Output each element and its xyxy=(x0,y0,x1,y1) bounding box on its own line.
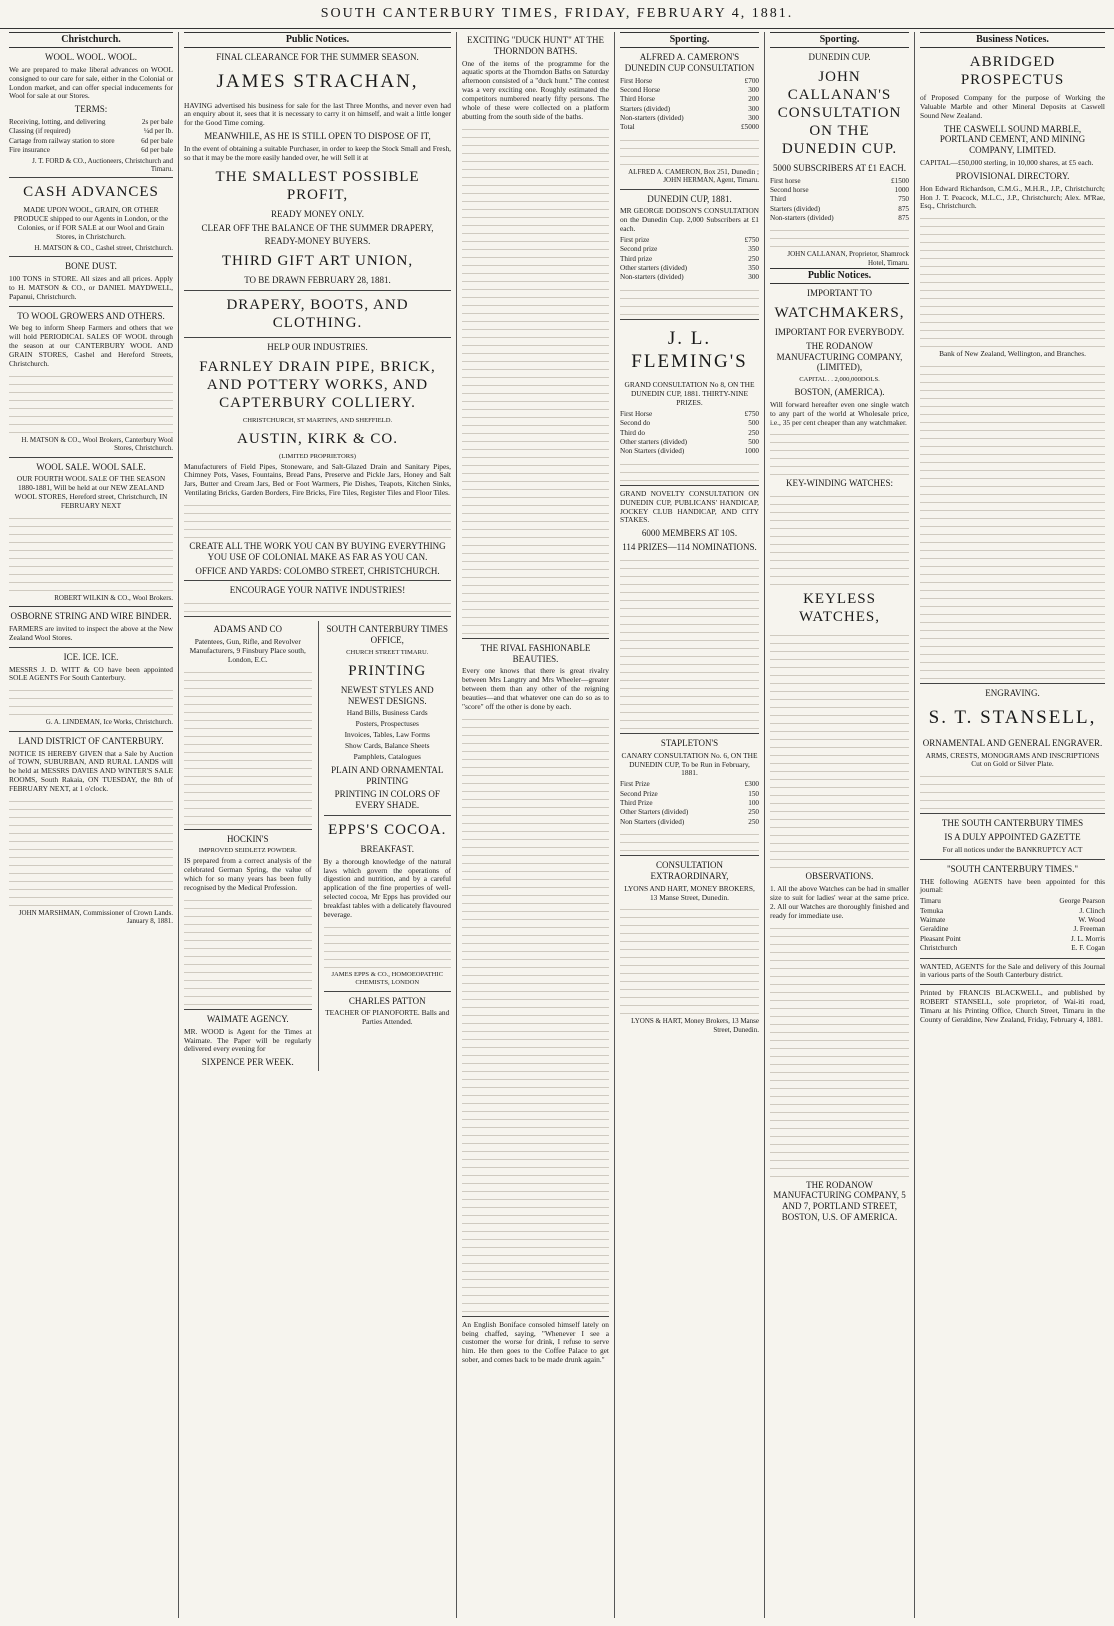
ad-text: For all notices under the BANKRUPTCY ACT xyxy=(942,844,1083,854)
prize-row: Non-starters (divided) 300 xyxy=(620,114,759,123)
ad-heading: ADAMS AND CO xyxy=(213,624,282,635)
ad-text: Hon Edward Richardson, C.M.G., M.H.R., J.P., Christchurch; Hon J. T. Peacock, M.L.C., J.P., Christchurch; Alex. M'Rae, Esq., Christchurch. xyxy=(920,183,1105,211)
prize-row: Non Starters (divided) 250 xyxy=(620,817,759,826)
prize-row: Starters (divided) 875 xyxy=(770,204,909,213)
ad-heading: IS A DULY APPOINTED GAZETTE xyxy=(944,832,1081,843)
ad-heading: SIXPENCE PER WEEK. xyxy=(201,1057,294,1068)
ad-text: We are prepared to make liberal advances on WOOL consigned to our care for sale, either in the Colonial or London market, and can offer special inducements for Wool for sale at our Stores. xyxy=(9,64,173,101)
ad-heading: 5000 SUBSCRIBERS AT £1 EACH. xyxy=(772,162,907,173)
ad-text: Will forward hereafter even one single watch to any part of the world at Wholesale price, i.e., 35 per cent cheaper than any watchmaker. xyxy=(770,399,909,427)
ad-signature: JAMES EPPS & CO., HOMOEOPATHIC CHEMISTS, LONDON xyxy=(331,970,443,986)
prize-row: Second do 500 xyxy=(620,419,759,428)
ad-text: MADE UPON WOOL, GRAIN, OR OTHER PRODUCE shipped to our Agents in London, or the Colonies, or if FOR SALE at our Wool and Grain Stores, in Christchurch. xyxy=(13,205,169,241)
ad-heading: OBSERVATIONS. xyxy=(805,871,874,882)
section-heading: Sporting. xyxy=(620,32,759,48)
prize-row: Other starters (divided) 350 xyxy=(620,264,759,273)
ad-heading: THE SOUTH CANTERBURY TIMES xyxy=(941,818,1084,829)
ad-heading: CONSULTATION EXTRAORDINARY, xyxy=(650,860,729,881)
ad-heading: CASH ADVANCES xyxy=(23,184,159,201)
ad-heading: 6000 MEMBERS AT 10S. xyxy=(641,528,738,539)
ad-signature: JOHN MARSHMAN, Commissioner of Crown Lands. January 8, 1881. xyxy=(18,908,173,926)
ad-title: THE SMALLEST POSSIBLE PROFIT, xyxy=(215,168,420,203)
ad-heading: BOSTON, (AMERICA). xyxy=(794,387,885,398)
section-heading: Public Notices. xyxy=(770,268,909,284)
article-text: An English Boniface consoled himself lately on being chaffed, saying, "Whenever I see a customer the worse for drink, I refuse to serve him. He then goes to the Coffee Palace to get sober, and comes back to be made drunk again." xyxy=(462,1319,609,1365)
column-watchmakers xyxy=(764,32,914,1618)
ad-subtitle: IMPROVED SEIDLETZ POWDER. xyxy=(198,847,297,855)
ad-heading: HOCKIN'S xyxy=(226,833,269,844)
ad-title: EPPS'S COCOA. xyxy=(328,821,447,838)
ad-text: CANARY CONSULTATION No. 6, ON THE DUNEDIN CUP, To be Run in February, 1881. xyxy=(621,750,758,778)
prize-row: Third prize 250 xyxy=(620,254,759,263)
prize-row: Other Starters (divided) 250 xyxy=(620,808,759,817)
prize-row: Total £5000 xyxy=(620,123,759,132)
ad-text: NOTICE IS HEREBY GIVEN that a Sale by Auction of TOWN, SUBURBAN, AND RURAL LANDS will be held at MESSRS DAVIES AND WINTER'S SALE ROOMS, South Rakaia, ON TUESDAY, the 8th of FEBRUARY NEXT, at 1 o'clock. xyxy=(9,748,173,794)
ad-title: DRAPERY, BOOTS, AND CLOTHING. xyxy=(226,296,409,331)
agent-row: Waimate W. Wood xyxy=(920,916,1105,925)
ad-heading: DUNEDIN CUP, 1881. xyxy=(647,193,732,204)
article-text: One of the items of the programme for the aquatic sports at the Thorndon Baths on Saturday afternoon consisted of a "duck hunt." The contest was a very exciting one. Roughly estimated the competitors numbered nearly fifty persons. The whole of these were collected on a platform abutting from the south side of the baths. xyxy=(462,58,609,121)
ad-heading: IMPORTANT FOR EVERYBODY. xyxy=(774,326,905,337)
ad-subtitle: CAPITAL . . 2,000,000DOLS. xyxy=(799,376,880,384)
prize-row: Second Prize 150 xyxy=(620,789,759,798)
column-christchurch xyxy=(4,32,178,1618)
ad-title: THIRD GIFT ART UNION, xyxy=(221,253,414,270)
ad-heading: ORNAMENTAL AND GENERAL ENGRAVER. xyxy=(922,737,1103,748)
ad-signature: THE RODANOW MANUFACTURING COMPANY, 5 AND 7, PORTLAND STREET, BOSTON, U.S. OF AMERICA. xyxy=(773,1179,906,1222)
ad-heading: HELP OUR INDUSTRIES. xyxy=(267,341,368,352)
ad-text: By a thorough knowledge of the natural laws which govern the operations of digestion and nutrition, and by a careful application of the fine properties of well-selected cocoa, Mr Epps has provided our breakfast tables with a delicately flavoured beverage. xyxy=(323,856,451,919)
prize-row: First horse £1500 xyxy=(770,176,909,185)
ad-text: MR. WOOD is Agent for the Times at Waimate. The Paper will be regularly delivered every evening for xyxy=(184,1026,312,1054)
agent-row: Temuka J. Clinch xyxy=(920,906,1105,915)
ad-heading: READY MONEY ONLY. xyxy=(270,208,364,219)
ad-title: WATCHMAKERS, xyxy=(774,304,905,321)
ad-heading: IMPORTANT TO xyxy=(807,288,872,299)
ad-title: ABRIDGED PROSPECTUS xyxy=(960,54,1065,88)
ad-text: Bank of New Zealand, Wellington, and Branches. xyxy=(939,349,1086,359)
ad-title: JOHN CALLANAN'S CONSULTATION ON THE DUNEDIN CUP. xyxy=(777,68,902,157)
ad-heading: 114 PRIZES—114 NOMINATIONS. xyxy=(622,542,757,553)
column-business-notices xyxy=(914,32,1110,1618)
ad-right xyxy=(318,621,452,1071)
ad-signature: J. T. FORD & CO., Auctioneers, Christchurch and Timaru. xyxy=(32,156,173,173)
prize-row: Second prize 350 xyxy=(620,245,759,254)
list-item: Posters, Prospectuses xyxy=(355,719,419,729)
ad-heading: NEWEST STYLES AND NEWEST DESIGNS. xyxy=(340,684,434,706)
terms-heading: TERMS: xyxy=(74,104,108,115)
ad-heading: READY-MONEY BUYERS. xyxy=(264,236,371,247)
ad-signature: LYONS & HART, Money Brokers, 13 Manse Street, Dunedin. xyxy=(631,1017,759,1034)
ad-signature: H. MATSON & CO., Wool Brokers, Canterbury Wool Stores, Christchurch. xyxy=(21,435,173,453)
prize-row: Non Starters (divided) 1000 xyxy=(620,447,759,456)
ad-text: THE following AGENTS have been appointed for this journal: xyxy=(920,876,1105,895)
rate-row: Cartage from railway station to store 6d per bale xyxy=(9,136,173,145)
ad-heading: "SOUTH CANTERBURY TIMES." xyxy=(946,863,1079,874)
ad-signature: G. A. LINDEMAN, Ice Works, Christchurch. xyxy=(45,718,173,727)
ad-heading: WOOL SALE. WOOL SALE. xyxy=(36,461,146,472)
ad-text: Manufacturers of Field Pipes, Stoneware, and Salt-Glazed Drain and Sanitary Pipes, Chimney Pots, Vases, Fountains, Bread Pans, Preserve and Pickle Jars, Honey and Salt Jars, Butter and Cream Jars, Bed or Foot Warmers, Pie Dishes, Teapots, Kitchen Sinks, Ventilating Bricks, Garden Borders, Fire Bricks, Fire Tiles, Register Tiles and Floor Tiles. xyxy=(184,461,451,498)
ad-signature: ALFRED A. CAMERON, Box 251, Dunedin ; JOHN HERMAN, Agent, Timaru. xyxy=(628,167,759,185)
column-public-notices xyxy=(178,32,456,1618)
ad-heading: ENCOURAGE YOUR NATIVE INDUSTRIES! xyxy=(229,585,406,596)
prize-row: First prize £750 xyxy=(620,235,759,244)
ad-text: OUR FOURTH WOOL SALE OF THE SEASON 1880-1881, Will be held at our NEW ZEALAND WOOL STORES, Hereford street, Christchurch, IN FEBRUARY NEXT xyxy=(14,474,168,510)
masthead: SOUTH CANTERBURY TIMES, FRIDAY, FEBRUARY 4, 1881. xyxy=(0,0,1114,29)
ad-text: GRAND CONSULTATION No 8, ON THE DUNEDIN CUP, 1881. THIRTY-NINE PRIZES. xyxy=(624,380,755,408)
rate-row: Fire insurance 6d per bale xyxy=(9,146,173,155)
column-articles xyxy=(456,32,614,1618)
prize-row: Non-starters (divided) 300 xyxy=(620,273,759,282)
ad-title: PRINTING xyxy=(348,662,427,679)
article-heading: THE RIVAL FASHIONABLE BEAUTIES. xyxy=(480,642,591,664)
ad-text: TEACHER OF PIANOFORTE. Balls and Parties Attended. xyxy=(325,1008,450,1027)
ad-heading: BREAKFAST. xyxy=(360,843,414,854)
ad-heading: CLEAR OFF THE BALANCE OF THE SUMMER DRAPERY, xyxy=(201,222,434,233)
ad-text: Patentees, Gun, Rifle, and Revolver Manufacturers, 9 Finsbury Place south, London, E.C. xyxy=(189,637,306,664)
prize-row: Third Horse 200 xyxy=(620,95,759,104)
ad-heading: PLAIN AND ORNAMENTAL PRINTING xyxy=(331,764,444,786)
ad-text: WANTED, AGENTS for the Sale and delivery of this Journal in various parts of the South Canterbury district. xyxy=(920,961,1105,980)
ad-text: IS prepared from a correct analysis of the celebrated German Spring, the value of which for so many years has been fully recognised by the Medical Profession. xyxy=(184,856,312,892)
list-item: Show Cards, Balance Sheets xyxy=(344,740,430,750)
list-item: Invoices, Tables, Law Forms xyxy=(344,730,430,740)
ad-row xyxy=(184,621,451,1071)
section-heading: Sporting. xyxy=(770,32,909,48)
ad-signature: JOHN CALLANAN, Proprietor, Shamrock Hotel, Timaru. xyxy=(787,250,909,267)
ad-text: MESSRS J. D. WITT & CO have been appointed SOLE AGENTS For South Canterbury. xyxy=(9,664,173,683)
rate-row: Receiving, lotting, and delivering 2s per bale xyxy=(9,118,173,127)
ad-text: GRAND NOVELTY CONSULTATION ON DUNEDIN CUP, PUBLICANS' HANDICAP, JOCKEY CLUB HANDICAP, AND CITY STAKES. xyxy=(620,488,759,525)
list-item: Hand Bills, Business Cards xyxy=(346,708,428,718)
rate-row: Classing (if required) ¼d per lb. xyxy=(9,127,173,136)
ad-heading: ICE. ICE. ICE. xyxy=(63,651,119,662)
ad-subtitle: CHRISTCHURCH, ST MARTIN'S, AND SHEFFIELD. xyxy=(242,416,393,424)
ad-heading: PRINTING IN COLORS OF EVERY SHADE. xyxy=(334,789,440,811)
ad-heading: MEANWHILE, AS HE IS STILL OPEN TO DISPOSE OF IT, xyxy=(204,131,431,142)
agent-row: Timaru George Pearson xyxy=(920,897,1105,906)
ad-heading: SOUTH CANTERBURY TIMES OFFICE, xyxy=(326,624,448,646)
ad-text: CAPITAL—£50,000 sterling, in 10,000 shares, at £5 each. xyxy=(920,158,1094,168)
ad-signature: H. MATSON & CO., Cashel street, Christchurch. xyxy=(34,243,173,252)
prize-row: Non-starters (divided) 875 xyxy=(770,214,909,223)
ad-heading: WAIMATE AGENCY. xyxy=(206,1013,289,1024)
section-heading: Christchurch. xyxy=(9,32,173,48)
ad-heading: OFFICE AND YARDS: COLOMBO STREET, CHRISTCHURCH. xyxy=(195,565,440,576)
imprint: Printed by FRANCIS BLACKWELL, and published by ROBERT STANSELL, sole proprietor, of Wai-iti road, Timaru at his Printing Office, Church Street, Timaru in the County of Geraldine, New Zealand, Friday, February 4, 1881. xyxy=(920,988,1105,1024)
ad-text: We beg to inform Sheep Farmers and others that we will hold PERIODICAL SALES OF WOOL through the season at our CANTERBURY WOOL AND GRAIN STORES, Cashel and Hereford Streets, Christchurch. xyxy=(9,323,173,368)
ad-heading: WOOL. WOOL. WOOL. xyxy=(45,52,137,62)
ad-title: J. L. FLEMING'S xyxy=(631,327,748,372)
ad-heading: ENGRAVING. xyxy=(985,688,1040,699)
ad-title: FARNLEY DRAIN PIPE, BRICK, AND POTTERY WORKS, AND CAPTERBURY COLLIERY. xyxy=(199,358,436,411)
ad-title: AUSTIN, KIRK & CO. xyxy=(237,430,398,447)
ad-heading: LAND DISTRICT OF CANTERBURY. xyxy=(18,735,164,746)
ad-heading: CHARLES PATTON xyxy=(348,995,426,1006)
prize-row: Other starters (divided) 500 xyxy=(620,438,759,447)
list-item: Pamphlets, Catalogues xyxy=(353,751,421,761)
agent-row: Christchurch E. F. Cogan xyxy=(920,944,1105,953)
prize-row: First Horse £750 xyxy=(620,409,759,418)
ad-title: KEYLESS WATCHES, xyxy=(799,591,880,626)
ad-heading: CREATE ALL THE WORK YOU CAN BY BUYING EVERYTHING YOU USE OF COLONIAL MAKE AS FAR AS YOU CAN. xyxy=(189,541,446,562)
section-heading: Public Notices. xyxy=(184,32,451,48)
article-heading: EXCITING "DUCK HUNT" AT THE THORNDON BATHS. xyxy=(466,35,604,56)
agent-row: Geraldine J. Freeman xyxy=(920,925,1105,934)
ad-heading: TO BE DRAWN FEBRUARY 28, 1881. xyxy=(244,275,391,286)
ad-heading: FINAL CLEARANCE FOR THE SUMMER SEASON. xyxy=(216,52,419,62)
prize-row: Third do 250 xyxy=(620,428,759,437)
ad-text: In the event of obtaining a suitable Purchaser, in order to keep the Stock Small and Fresh, so that it may be the more easily handed over, he will Sell it at xyxy=(184,144,451,162)
ad-text: FARMERS are invited to inspect the above at the New Zealand Wool Stores. xyxy=(9,624,173,642)
ad-heading: KEY-WINDING WATCHES: xyxy=(785,478,894,489)
section-heading: Business Notices. xyxy=(920,32,1105,48)
ad-text: 1. All the above Watches can be had in smaller size to suit for ladies' wear at the same price. 2. All our Watches are thoroughly finished and ready for immediate use. xyxy=(770,884,909,920)
ad-title: JAMES STRACHAN, xyxy=(216,70,419,92)
ad-heading: STAPLETON'S xyxy=(660,737,719,748)
ad-text: MR GEORGE DODSON'S CONSULTATION on the Dunedin Cup. 2,000 Subscribers at £1 each. xyxy=(620,206,759,234)
ad-text: ARMS, CRESTS, MONOGRAMS AND INSCRIPTIONS Cut on Gold or Silver Plate. xyxy=(925,750,1100,769)
ad-subtitle: CHURCH STREET TIMARU. xyxy=(346,648,429,656)
prize-row: Third Prize 100 xyxy=(620,799,759,807)
prize-row: First Prize £300 xyxy=(620,780,759,789)
article-text: Every one knows that there is great rivalry between Mrs Langtry and Mrs Wheeler—greater between them than any other of the reigning beauties—and that whatever one can do so as to "score" off the other is done by each. xyxy=(462,666,609,711)
prize-row: Starters (divided) 300 xyxy=(620,104,759,113)
ad-heading: PROVISIONAL DIRECTORY. xyxy=(955,170,1070,181)
ad-text: of Proposed Company for the purpose of Working the Valuable Marble and other Mineral Deposits at Caswell Sound New Zealand. xyxy=(920,93,1105,120)
prize-row: Third 750 xyxy=(770,195,909,204)
ad-heading: TO WOOL GROWERS AND OTHERS. xyxy=(17,310,165,321)
prize-row: Second horse 1000 xyxy=(770,185,909,194)
prize-row: First Horse £700 xyxy=(620,76,759,85)
ad-title: S. T. STANSELL, xyxy=(928,706,1097,728)
ad-heading: THE RODANOW MANUFACTURING COMPANY, (LIMITED), xyxy=(776,340,903,373)
ad-text: 100 TONS in STORE. All sizes and all prices. Apply to H. MATSON & CO., or DANIEL MAYDWELL, Papanui, Christchurch. xyxy=(9,274,173,301)
ad-subtitle: (LIMITED PROPRIETORS) xyxy=(279,452,356,460)
ad-heading: OSBORNE STRING AND WIRE BINDER. xyxy=(10,611,172,622)
ad-heading: DUNEDIN CUP. xyxy=(808,52,871,62)
ad-heading: THE CASWELL SOUND MARBLE, PORTLAND CEMENT, AND MINING COMPANY, LIMITED. xyxy=(939,123,1086,156)
ad-text: HAVING advertised his business for sale for the last Three Months, and never even had an enquiry about it, sees that it is necessary to carry it on himself, and wait a little longer for the Good Time coming. xyxy=(184,100,451,128)
column-sporting xyxy=(614,32,764,1618)
ad-heading: BONE DUST. xyxy=(65,261,117,272)
ad-left xyxy=(184,621,312,1071)
ad-signature: ROBERT WILKIN & CO., Wool Brokers. xyxy=(54,593,173,602)
ad-heading: ALFRED A. CAMERON'S DUNEDIN CUP CONSULTATION xyxy=(624,52,755,73)
agent-row: Pleasant Point J. L. Morris xyxy=(920,934,1105,943)
ad-text: LYONS AND HART, MONEY BROKERS, 13 Manse Street, Dunedin. xyxy=(624,883,755,902)
prize-row: Second Horse 300 xyxy=(620,85,759,94)
